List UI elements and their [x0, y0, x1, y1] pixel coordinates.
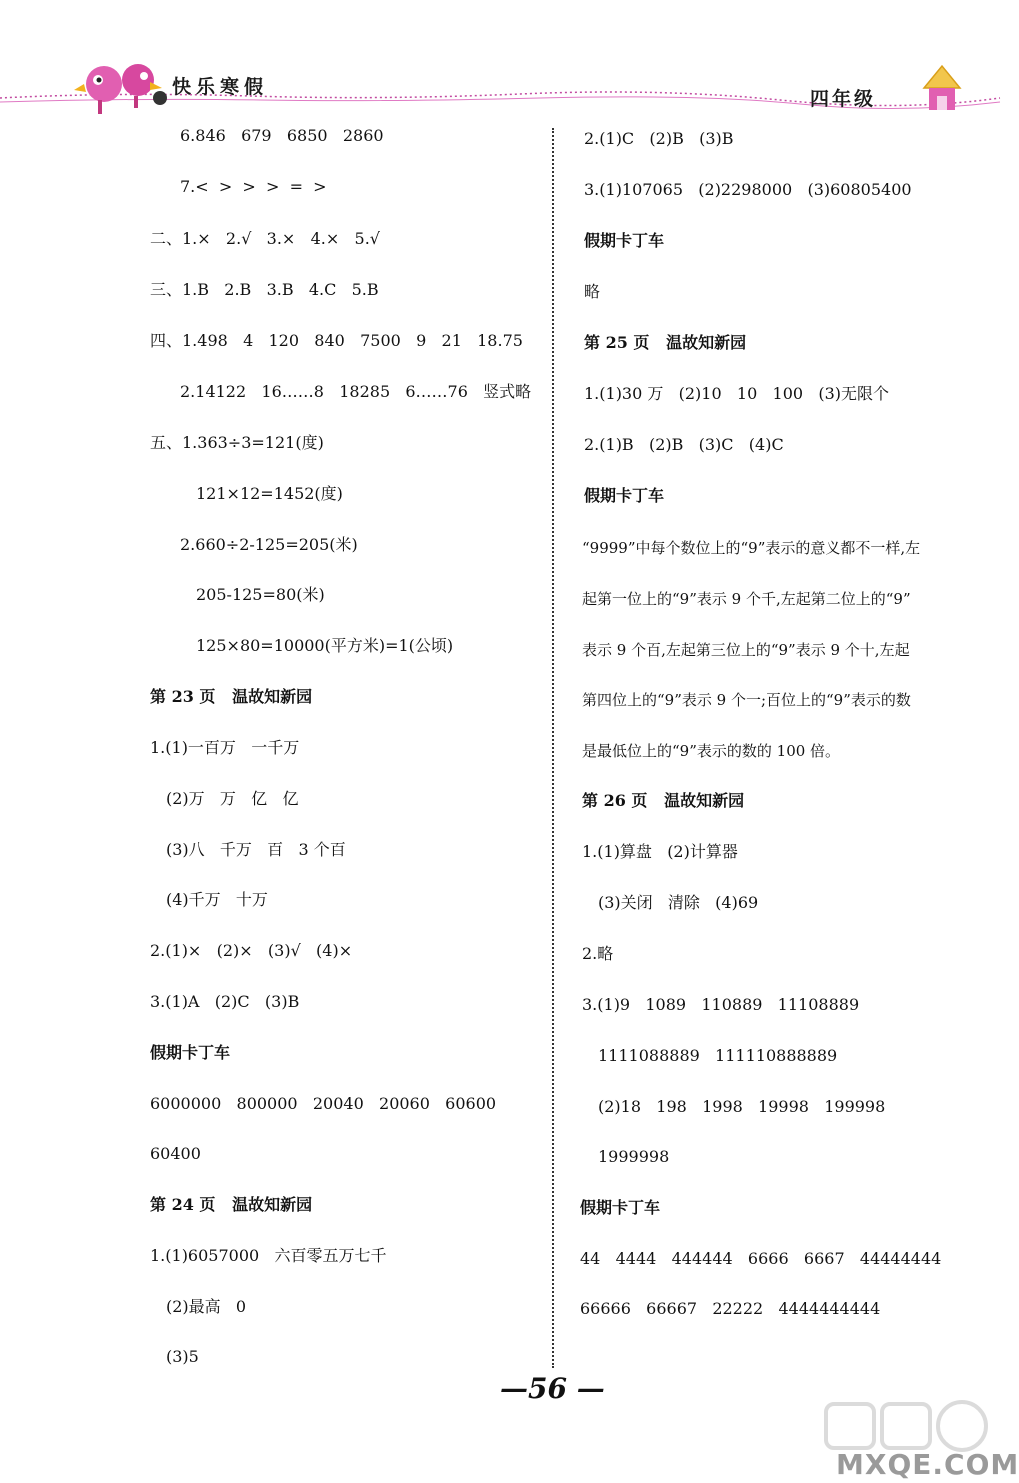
answer-line: 1.(1)6057000 六百零五万七千 — [150, 1246, 387, 1265]
section-heading: 假期卡丁车 — [150, 1043, 231, 1062]
house-icon — [924, 66, 960, 110]
answer-line: 1111088889 111110888889 — [598, 1046, 838, 1065]
answer-line: 二、1.× 2.√ 3.× 4.× 5.√ — [150, 229, 380, 248]
grade-label: 四年级 — [810, 88, 877, 110]
watermark-site: MXQE.COM — [836, 1448, 1019, 1481]
answer-line: 2.(1)C (2)B (3)B — [584, 129, 734, 148]
answer-line: 1999998 — [598, 1147, 670, 1166]
answer-line: 2.(1)× (2)× (3)√ (4)× — [150, 941, 353, 960]
page-header — [0, 0, 1000, 120]
answer-line: 6000000 800000 20040 20060 60600 — [150, 1094, 497, 1113]
page-number: —56 — — [500, 1372, 605, 1405]
answer-line: 五、1.363÷3=121(度) — [150, 433, 324, 452]
answer-line: 2.略 — [582, 944, 614, 963]
bird-icon — [74, 64, 167, 114]
answer-line: 121×12=1452(度) — [196, 484, 343, 503]
paragraph-line: 是最低位上的“9”表示的数的 100 倍。 — [582, 742, 841, 760]
section-heading: 第 26 页 温故知新园 — [582, 791, 745, 810]
answer-line: 3.(1)A (2)C (3)B — [150, 992, 300, 1011]
answer-line: 略 — [584, 282, 601, 301]
answer-line: 3.(1)107065 (2)2298000 (3)60805400 — [584, 180, 912, 199]
answer-line: 205-125=80(米) — [196, 585, 325, 604]
series-title: 快乐寒假 — [172, 76, 269, 98]
answer-line: (3)关闭 清除 (4)69 — [598, 893, 759, 912]
paragraph-line: 起第一位上的“9”表示 9 个千,左起第二位上的“9” — [582, 590, 911, 608]
answer-line: 3.(1)9 1089 110889 11108889 — [582, 995, 860, 1014]
column-divider — [552, 128, 554, 1368]
answer-line: 四、1.498 4 120 840 7500 9 21 18.75 — [150, 331, 523, 350]
answer-line: 2.(1)B (2)B (3)C (4)C — [584, 435, 784, 454]
answer-line: 7.< > > > = > — [180, 177, 327, 196]
answer-line: (2)万 万 亿 亿 — [166, 789, 299, 808]
section-heading: 第 23 页 温故知新园 — [150, 687, 313, 706]
section-heading: 假期卡丁车 — [584, 231, 665, 250]
answer-line: 三、1.B 2.B 3.B 4.C 5.B — [150, 280, 379, 299]
answer-line: (3)八 千万 百 3 个百 — [166, 840, 346, 859]
paragraph-line: 表示 9 个百,左起第三位上的“9”表示 9 个十,左起 — [582, 641, 910, 659]
answer-line: 44 4444 444444 6666 6667 44444444 — [580, 1249, 942, 1268]
section-heading: 假期卡丁车 — [584, 486, 665, 505]
answer-line: 6.846 679 6850 2860 — [180, 126, 384, 145]
section-heading: 假期卡丁车 — [580, 1198, 661, 1217]
answer-line: 1.(1)30 万 (2)10 10 100 (3)无限个 — [584, 384, 889, 403]
section-heading: 第 25 页 温故知新园 — [584, 333, 747, 352]
answer-line: 125×80=10000(平方米)=1(公顷) — [196, 636, 454, 655]
answer-line: (2)最高 0 — [166, 1297, 247, 1316]
answer-line: 2.14122 16……8 18285 6……76 竖式略 — [180, 382, 532, 401]
answer-line: (4)千万 十万 — [166, 890, 268, 909]
answer-line: (3)5 — [166, 1347, 199, 1366]
paragraph-line: “9999”中每个数位上的“9”表示的意义都不一样,左 — [582, 539, 921, 557]
answer-line: (2)18 198 1998 19998 199998 — [598, 1097, 886, 1116]
section-heading: 第 24 页 温故知新园 — [150, 1195, 313, 1214]
answer-line: 60400 — [150, 1144, 201, 1163]
paragraph-line: 第四位上的“9”表示 9 个一;百位上的“9”表示的数 — [582, 691, 911, 709]
answer-line: 1.(1)算盘 (2)计算器 — [582, 842, 738, 861]
answer-line: 2.660÷2-125=205(米) — [180, 535, 358, 554]
answer-line: 66666 66667 22222 4444444444 — [580, 1299, 881, 1318]
answer-line: 1.(1)一百万 一千万 — [150, 738, 300, 757]
